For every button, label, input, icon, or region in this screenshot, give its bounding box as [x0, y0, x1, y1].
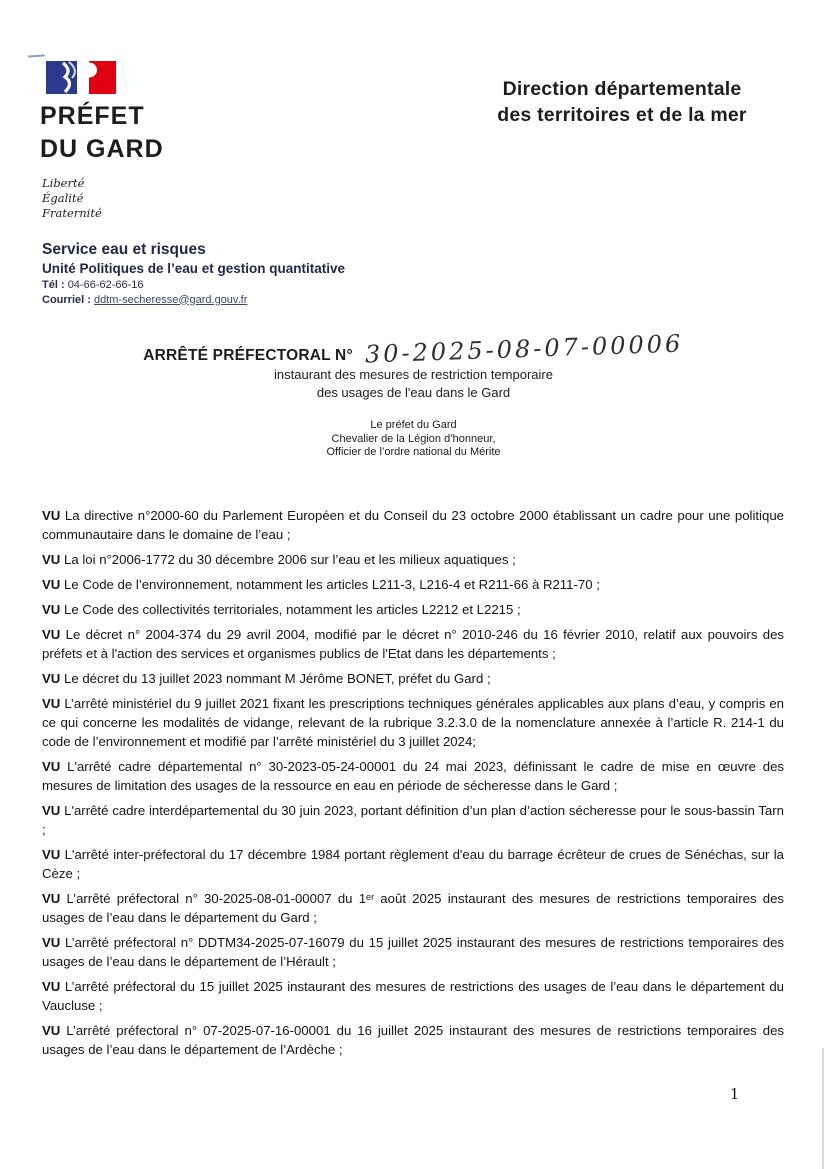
- institution-name-line1: PRÉFET: [40, 102, 145, 130]
- recital-keyword: VU: [42, 979, 61, 994]
- scan-edge-artifact: [822, 1048, 824, 1169]
- decree-subtitle-line2: des usages de l'eau dans le Gard: [316, 385, 511, 400]
- republic-motto: [42, 176, 164, 221]
- recital-paragraph: [42, 845, 784, 883]
- decree-title-line: [0, 329, 827, 369]
- motto-egalite: Égalité: [42, 191, 84, 205]
- recital-text: Le Code des collectivités territoriales, notamment les articles L2212 et L2215 ;: [64, 602, 521, 617]
- recital-keyword: VU: [42, 508, 61, 523]
- issuer-line3: Officier de l’ordre national du Mérite: [326, 446, 501, 458]
- marianne-logo-block: [40, 58, 164, 221]
- recital-keyword: VU: [42, 577, 61, 592]
- recital-text: L'arrêté cadre départemental n° 30-2023-05-24-00001 du 24 mai 2023, définissant le cadre de mise en œuvre des mesures de limitation des usages de la ressource en eau en période de sécheresse dans le Gard ;: [42, 759, 784, 793]
- email-line: [42, 293, 345, 308]
- recital-paragraph: [42, 694, 784, 751]
- recital-text: L’arrêté préfectoral n° 07-2025-07-16-00001 du 16 juillet 2025 instaurant des mesures de restrictions temporaires des usages de l’eau dans le département de l’Ardèche ;: [42, 1023, 784, 1057]
- recital-paragraph: [42, 801, 784, 839]
- email-link[interactable]: ddtm-secheresse@gard.gouv.fr: [93, 293, 248, 306]
- recital-paragraph: [42, 757, 784, 795]
- phone-number: 04-66-62-66-16: [67, 279, 144, 291]
- direction-name: [452, 76, 792, 128]
- decree-title: ARRÊTÉ PRÉFECTORAL N°: [143, 346, 353, 364]
- recital-text: L’arrêté ministériel du 9 juillet 2021 fixant les prescriptions techniques générales applicables aux plans d’eau, y compris en ce qui concerne les modalités de vidange, relevant de la rubrique 3.2.3.0 de la nomenclature annexée à l’article R. 214-1 du code de l’environnement et modifié par l’arrêté ministériel du 3 juillet 2024;: [42, 696, 784, 749]
- recital-keyword: VU: [42, 627, 61, 642]
- recital-text: La loi n°2006-1772 du 30 décembre 2006 sur l’eau et les milieux aquatiques ;: [64, 552, 516, 567]
- recital-text: L'arrêté inter-préfectoral du 17 décembre 1984 portant règlement d'eau du barrage écrêteur de crues de Sénéchas, sur la Cèze ;: [42, 847, 785, 881]
- motto-fraternite: Fraternité: [42, 206, 102, 220]
- recital-keyword: VU: [42, 671, 61, 686]
- direction-line2: des territoires et de la mer: [497, 104, 747, 126]
- recital-text: Le décret n° 2004-374 du 29 avril 2004, modifié par le décret n° 2010-246 du 16 février 2010, relatif aux pouvoirs des préfets et à l'action des services et organismes publics de l'Etat dans les départements ;: [42, 627, 784, 661]
- contact-block: [42, 240, 345, 307]
- recital-keyword: VU: [42, 696, 61, 711]
- page-number: 1: [730, 1087, 740, 1103]
- unit-name: Unité Politiques de l’eau et gestion quantitative: [42, 261, 346, 276]
- french-flag-icon: [46, 58, 122, 98]
- institution-name-line2: DU GARD: [40, 135, 164, 163]
- recitals-section: [42, 506, 784, 1065]
- handwritten-decree-number: 30-2025-08-07-00006: [364, 329, 685, 369]
- recital-paragraph: [42, 506, 784, 544]
- issuer-block: [0, 419, 827, 460]
- service-name: Service eau et risques: [42, 241, 206, 258]
- recital-keyword: VU: [42, 759, 61, 774]
- decree-subtitle-line1: instaurant des mesures de restriction temporaire: [274, 367, 553, 382]
- recital-text: L’arrêté préfectoral n° DDTM34-2025-07-16079 du 15 juillet 2025 instaurant des mesures de restrictions temporaires des usages de l’eau dans le département de l’Hérault ;: [42, 935, 784, 969]
- motto-liberte: Liberté: [42, 176, 85, 190]
- recital-text: La directive n°2000-60 du Parlement Européen et du Conseil du 23 octobre 2000 établissant un cadre pour une politique communautaire dans le domaine de l’eau ;: [42, 508, 784, 542]
- recital-paragraph: [42, 933, 784, 971]
- recital-text: Le décret du 13 juillet 2023 nommant M Jérôme BONET, préfet du Gard ;: [64, 671, 491, 686]
- recital-paragraph: [42, 575, 784, 594]
- recital-paragraph: [42, 625, 784, 663]
- direction-line1: Direction départementale: [502, 78, 742, 100]
- recital-keyword: VU: [42, 891, 61, 906]
- recital-text: L’arrêté préfectoral n° 30-2025-08-01-00007 du 1ᵉʳ août 2025 instaurant des mesures de restrictions temporaires des usages de l’eau dans le département du Gard ;: [42, 891, 784, 925]
- recital-paragraph: [42, 889, 784, 927]
- issuer-line2: Chevalier de la Légion d’honneur,: [331, 432, 496, 445]
- recital-keyword: VU: [42, 602, 61, 617]
- recital-keyword: VU: [42, 552, 61, 567]
- recital-keyword: VU: [42, 935, 61, 950]
- issuer-line1: Le préfet du Gard: [370, 419, 457, 431]
- recital-paragraph: [42, 600, 784, 619]
- recital-keyword: VU: [42, 803, 61, 818]
- recital-text: Le Code de l’environnement, notamment les articles L211-3, L216-4 et R211-66 à R211-70 ;: [64, 577, 600, 592]
- recital-text: L'arrêté cadre interdépartemental du 30 juin 2023, portant définition d’un plan d’action sécheresse pour le sous-bassin Tarn ;: [42, 803, 784, 837]
- recital-paragraph: [42, 977, 784, 1015]
- phone-line: [42, 278, 345, 293]
- email-label: Courriel :: [42, 293, 91, 306]
- recital-keyword: VU: [42, 847, 61, 862]
- recital-paragraph: [42, 1021, 784, 1059]
- phone-label: Tél :: [42, 279, 65, 291]
- title-block: [0, 329, 827, 460]
- recital-keyword: VU: [42, 1023, 61, 1038]
- recital-text: L’arrêté préfectoral du 15 juillet 2025 instaurant des mesures de restrictions des usages de l’eau dans le département du Vaucluse ;: [42, 979, 784, 1013]
- recital-paragraph: [42, 550, 784, 569]
- recital-paragraph: [42, 669, 784, 688]
